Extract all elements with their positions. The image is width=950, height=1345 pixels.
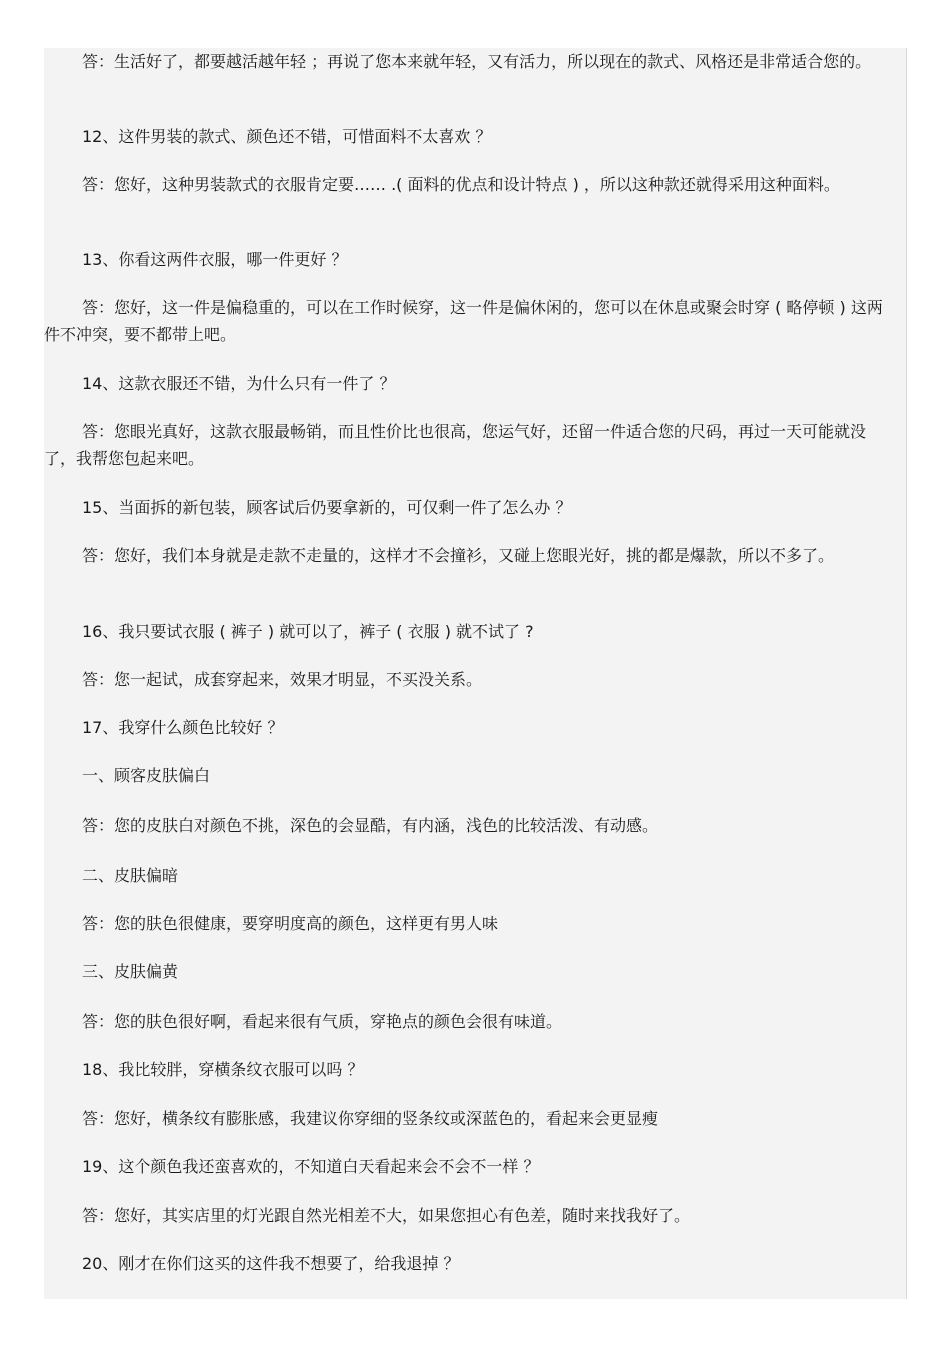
case-heading-2: 二、皮肤偏暗 xyxy=(82,866,179,885)
answer-17-1: 答：您的皮肤白对颜色不挑，深色的会显酷，有内涵，浅色的比较活泼、有动感。 xyxy=(82,816,659,835)
answer-paragraph: 答：生活好了，都要越活越年轻 ；再说了您本来就年轻，又有活力，所以现在的款式、风格还是非常适合您的。 xyxy=(82,52,872,71)
question-12: 12、这件男装的款式、颜色还不错，可惜面料不太喜欢 ？ xyxy=(82,127,492,146)
question-14: 14、这款衣服还不错，为什么只有一件了 ？ xyxy=(82,374,396,393)
question-16: 16、我只要试衣服 ( 裤子 ) 就可以了，裤子 ( 衣服 ) 就不试了 ? xyxy=(82,622,534,641)
question-13: 13、你看这两件衣服，哪一件更好 ？ xyxy=(82,250,348,269)
document-page xyxy=(44,48,906,1299)
answer-17-2: 答：您的肤色很健康，要穿明度高的颜色，这样更有男人味 xyxy=(82,914,499,933)
question-17: 17、我穿什么颜色比较好 ？ xyxy=(82,718,284,737)
question-18: 18、我比较胖，穿横条纹衣服可以吗 ？ xyxy=(82,1060,364,1079)
answer-19: 答：您好，其实店里的灯光跟自然光相差不大，如果您担心有色差，随时来找我好了。 xyxy=(82,1206,691,1225)
answer-13: 答：您好，这一件是偏稳重的，可以在工作时候穿，这一件是偏休闲的，您可以在休息或聚会时穿 ( 略停顿 ) 这两件不冲突，要不都带上吧。 xyxy=(44,298,883,344)
answer-14: 答：您眼光真好，这款衣服最畅销，而且性价比也很高，您运气好，还留一件适合您的尺码，再过一天可能就没了，我帮您包起来吧。 xyxy=(44,422,867,468)
question-19: 19、这个颜色我还蛮喜欢的，不知道白天看起来会不会不一样 ？ xyxy=(82,1157,540,1176)
answer-12: 答：您好，这种男装款式的衣服肯定要…… .( 面料的优点和设计特点 ) ，所以这种款还就得采用这种面料。 xyxy=(82,175,840,194)
case-heading-3: 三、皮肤偏黄 xyxy=(82,962,179,981)
answer-18: 答：您好，横条纹有膨胀感，我建议你穿细的竖条纹或深蓝色的，看起来会更显瘦 xyxy=(82,1109,659,1128)
case-heading-1: 一、顾客皮肤偏白 xyxy=(82,766,211,785)
answer-15: 答：您好，我们本身就是走款不走量的，这样才不会撞衫，又碰上您眼光好，挑的都是爆款，所以不多了。 xyxy=(82,546,835,565)
answer-16: 答：您一起试，成套穿起来，效果才明显，不买没关系。 xyxy=(82,670,483,689)
question-15: 15、当面拆的新包装，顾客试后仍要拿新的，可仅剩一件了怎么办 ？ xyxy=(82,498,572,517)
question-20: 20、刚才在你们这买的这件我不想要了，给我退掉 ？ xyxy=(82,1254,460,1273)
answer-17-3: 答：您的肤色很好啊，看起来很有气质，穿艳点的颜色会很有味道。 xyxy=(82,1012,563,1031)
